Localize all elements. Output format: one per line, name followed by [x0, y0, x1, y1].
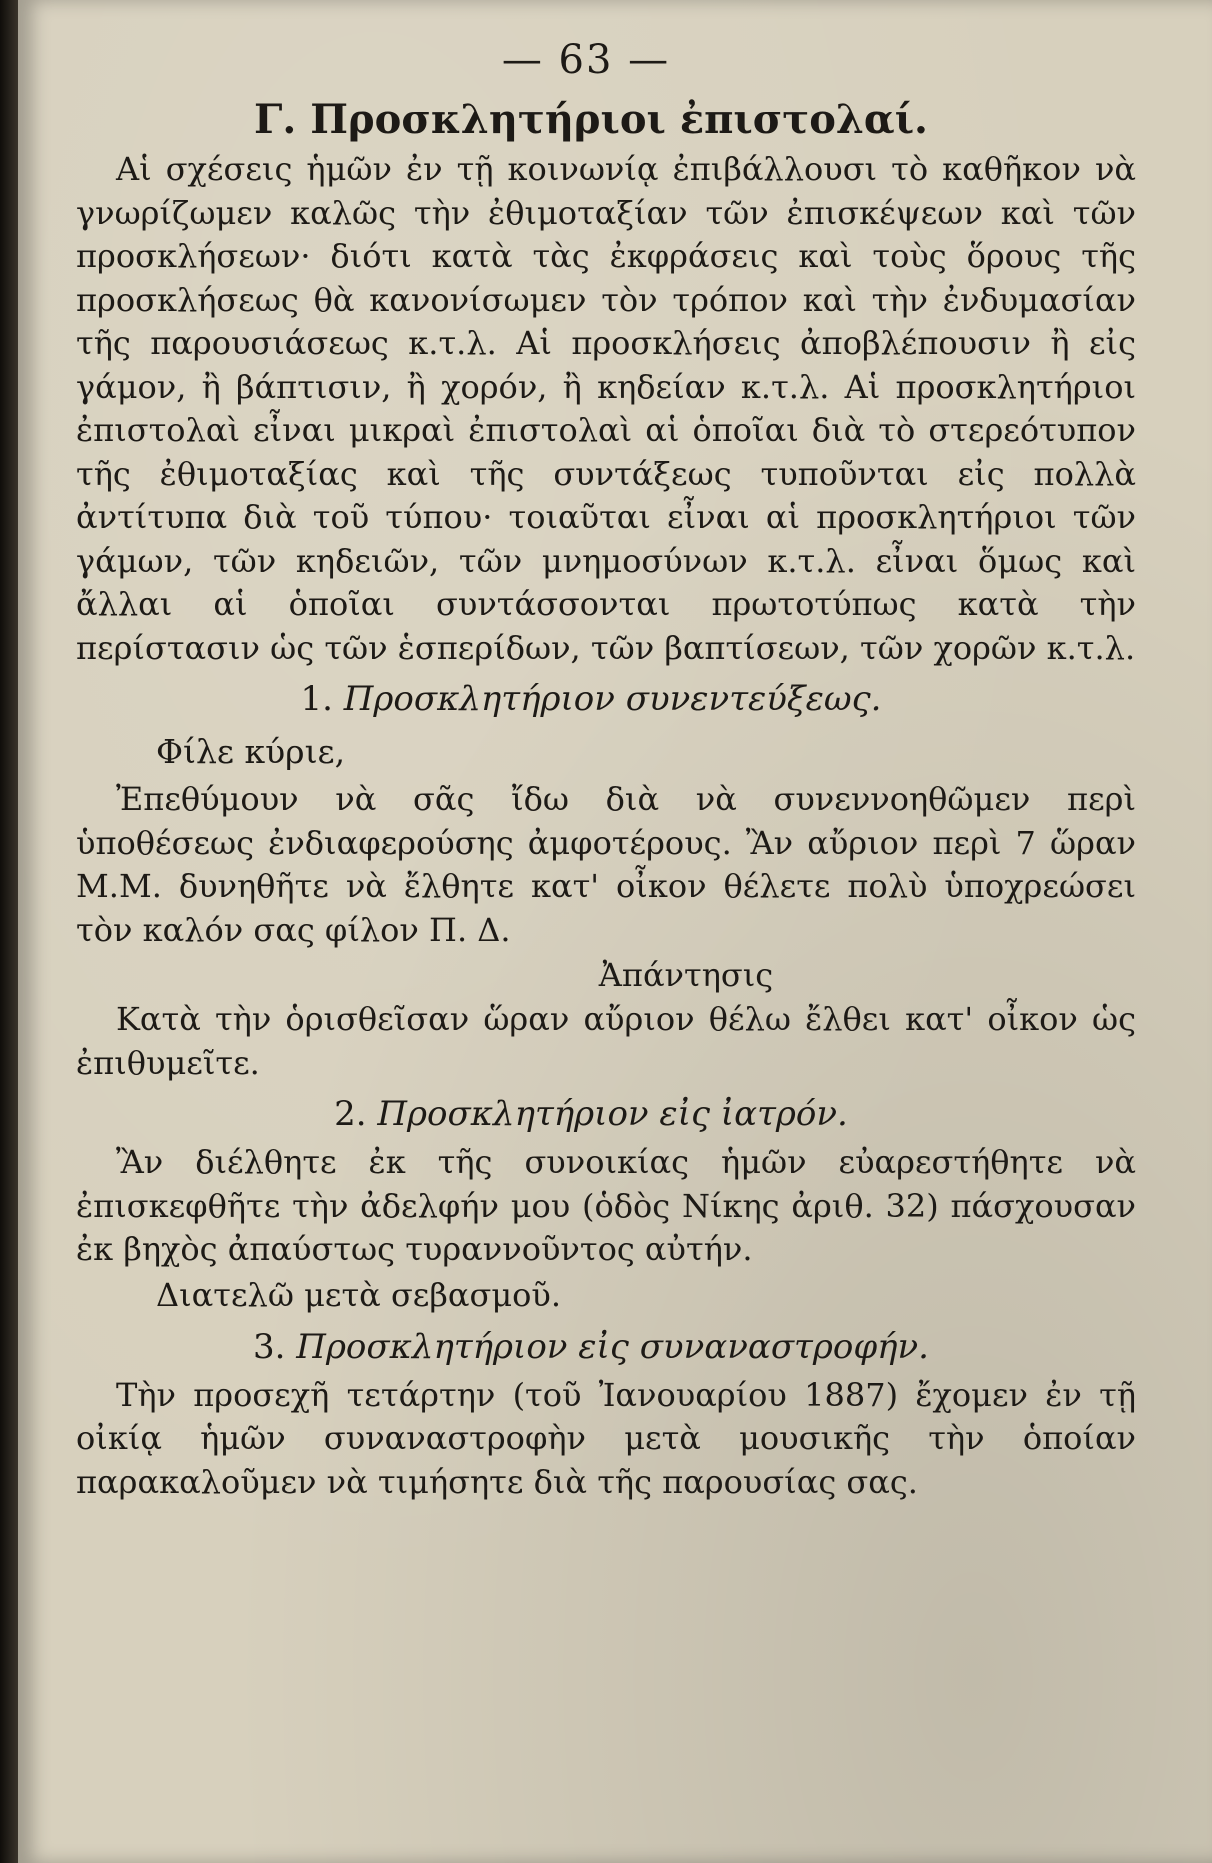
section-1-title: Προσκλητήριον συνεντεύξεως. — [343, 679, 882, 719]
section-2-body: Ἂν διέλθητε ἐκ τῆς συνοικίας ἡμῶν εὐαρεστήθητε νὰ ἐπισκεφθῆτε τὴν ἀδελφήν μου (ὁδὸς Νίκης ἀριθ. 32) πάσχουσαν ἐκ βηχὸς ἀπαύστως τυραννοῦντος αὐτήν. — [76, 1143, 1136, 1268]
intro-paragraph: Αἱ σχέσεις ἡμῶν ἐν τῇ κοινωνίᾳ ἐπιβάλλουσι τὸ καθῆκον νὰ γνωρίζωμεν καλῶς τὴν ἐθιμοταξίαν τῶν ἐπισκέψεων καὶ τῶν προσκλήσεων· διότι κατὰ τὰς ἐκφράσεις καὶ τοὺς ὅρους τῆς προσκλήσεως θὰ κανονίσωμεν τὸν τρόπον καὶ τὴν ἐνδυμασίαν τῆς παρουσιάσεως κ.τ.λ. Αἱ προσκλήσεις ἀποβλέπουσιν ἢ εἰς γάμον, ἢ βάπτισιν, ἢ χορόν, ἢ κηδείαν κ.τ.λ. Αἱ προσκλητήριοι ἐπιστολαὶ εἶναι μικραὶ ἐπιστολαὶ αἱ ὁποῖαι διὰ τὸ στερεότυπον τῆς ἐθιμοταξίας καὶ τῆς συντάξεως τυποῦνται εἰς πολλὰ ἀντίτυπα διὰ τοῦ τύπου· τοιαῦται εἶναι αἱ προσκλητήριοι τῶν γάμων, τῶν κηδειῶν, τῶν μνημοσύνων κ.τ.λ. εἶναι ὅμως καὶ ἄλλαι αἱ ὁποῖαι συντάσσονται πρωτοτύπως κατὰ τὴν περίστασιν ὡς τῶν ἑσπερίδων, τῶν βαπτίσεων, τῶν χορῶν κ.τ.λ. — [76, 150, 1136, 667]
section-1-heading — [46, 674, 1136, 724]
section-1-reply-heading: Ἀπάντησις — [598, 956, 774, 994]
section-1-salutation: Φίλε κύριε, — [156, 732, 346, 771]
section-2-closing: Διατελῶ μετὰ σεβασμοῦ. — [156, 1275, 562, 1314]
page-content — [76, 30, 1136, 1504]
book-gutter — [0, 0, 18, 1863]
section-2-heading — [46, 1089, 1136, 1139]
section-2-title: Προσκλητήριον εἰς ἰατρόν. — [377, 1094, 848, 1134]
section-1-number: 1. — [300, 679, 333, 719]
page-number: — 63 — — [501, 37, 671, 83]
section-2-number: 2. — [334, 1094, 367, 1134]
book-page — [18, 0, 1212, 1863]
chapter-heading: Γ. Προσκλητήριοι ἐπιστολαί. — [254, 96, 928, 143]
section-3-title: Προσκλητήριον εἰς συναναστροφήν. — [296, 1326, 929, 1367]
section-3-heading — [46, 1322, 1136, 1372]
section-1-body: Ἐπεθύμουν νὰ σᾶς ἴδω διὰ νὰ συνεννοηθῶμεν περὶ ὑποθέσεως ἐνδιαφερούσης ἀμφοτέρους. Ἂν αὔριον περὶ 7 ὥραν Μ.Μ. δυνηθῆτε νὰ ἔλθητε κατ' οἶκον θέλετε πολὺ ὑποχρεώσει τὸν καλόν σας φίλον Π. Δ. — [76, 780, 1136, 949]
section-3-body: Τὴν προσεχῆ τετάρτην (τοῦ Ἰανουαρίου 1887) ἔχομεν ἐν τῇ οἰκίᾳ ἡμῶν συναναστροφὴν μετὰ μουσικῆς τὴν ὁποίαν παρακαλοῦμεν νὰ τιμήσητε διὰ τῆς παρουσίας σας. — [76, 1375, 1136, 1501]
section-3-number: 3. — [253, 1326, 286, 1367]
section-1-reply: Κατὰ τὴν ὁρισθεῖσαν ὥραν αὔριον θέλω ἔλθει κατ' οἶκον ὡς ἐπιθυμεῖτε. — [76, 1000, 1136, 1082]
